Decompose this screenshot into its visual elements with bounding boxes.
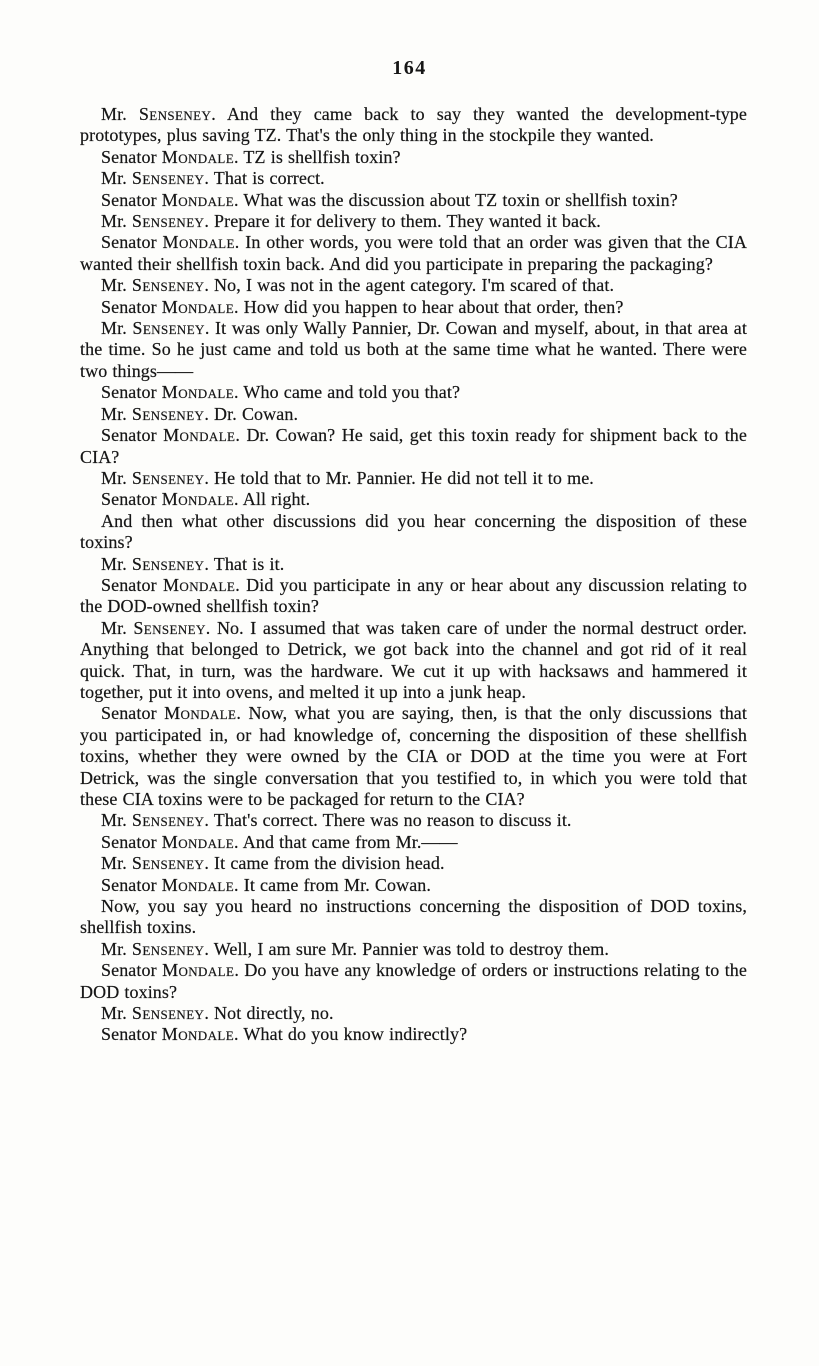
transcript-paragraph: Senator Mondale. In other words, you were told that an order was given that the CIA wanted their shellfish toxin back. And did you participate in preparing the packaging?	[80, 232, 747, 274]
transcript-paragraph: Senator Mondale. What was the discussion about TZ toxin or shellfish toxin?	[101, 189, 678, 210]
transcript-paragraph: Mr. Senseney. It came from the division head.	[101, 853, 445, 874]
speaker-label: Mr. Senseney.	[101, 104, 227, 124]
transcript-paragraph: Mr. Senseney. Not directly, no.	[101, 1003, 334, 1024]
transcript-paragraph: Senator Mondale. Dr. Cowan? He said, get this toxin ready for shipment back to the CIA?	[80, 425, 747, 467]
speaker-label: Senator Mondale.	[101, 703, 249, 724]
transcript-paragraph: Mr. Senseney. That is it.	[101, 553, 285, 574]
transcript-paragraph: Senator Mondale. How did you happen to hear about that order, then?	[101, 296, 624, 317]
speaker-label: Mr. Senseney.	[101, 403, 215, 424]
transcript-paragraph: Mr. Senseney. Prepare it for delivery to them. They wanted it back.	[101, 211, 601, 232]
transcript-paragraph: Senator Mondale. And that came from Mr.——	[101, 831, 458, 852]
transcript-paragraph: Senator Mondale. It came from Mr. Cowan.	[101, 874, 432, 895]
speaker-label: Senator Mondale.	[101, 874, 244, 895]
speaker-label: Mr. Senseney.	[101, 275, 215, 296]
speaker-label: Senator Mondale.	[101, 1024, 244, 1045]
speaker-label: Mr. Senseney.	[101, 1003, 215, 1024]
speaker-label: Senator Mondale.	[101, 146, 244, 167]
page-number: 164	[392, 57, 427, 79]
speaker-label: Senator Mondale.	[101, 960, 245, 981]
speaker-label: Mr. Senseney.	[101, 211, 215, 232]
transcript-paragraph: Mr. Senseney. And they came back to say they wanted the development-type prototypes, plus saving TZ. That's the only thing in the stockpile they wanted.	[80, 104, 747, 146]
speaker-label: Senator Mondale.	[101, 425, 247, 446]
speaker-label: Senator Mondale.	[101, 831, 243, 852]
transcript-paragraph: Senator Mondale. All right.	[101, 489, 311, 510]
transcript-paragraph: Mr. Senseney. No, I was not in the agent category. I'm scared of that.	[101, 275, 615, 296]
transcript-paragraph: Mr. Senseney. That is correct.	[101, 168, 325, 189]
speaker-label: Mr. Senseney.	[101, 168, 214, 189]
speaker-label: Mr. Senseney.	[101, 853, 215, 874]
speaker-label: Senator Mondale.	[101, 574, 247, 595]
speaker-label: Senator Mondale.	[101, 489, 243, 510]
speaker-label: Senator Mondale.	[101, 382, 244, 403]
transcript-paragraph: Senator Mondale. Now, what you are saying, then, is that the only discussions that you participated in, or had knowledge of, concerning the disposition of these shellfish toxins, whether they were owned by the CIA or DOD at the time you were at Fort Detrick, was the single conversation that you testified to, in which you were told that these CIA toxins were to be packaged for return to the CIA?	[80, 703, 747, 809]
speaker-label: Mr. Senseney.	[101, 810, 214, 831]
transcript-paragraph: Senator Mondale. Did you participate in any or hear about any discussion relating to the DOD-owned shellfish toxin?	[80, 574, 747, 617]
transcript-paragraph: Senator Mondale. What do you know indirectly?	[101, 1024, 468, 1045]
transcript-paragraph: And then what other discussions did you hear concerning the disposition of these toxins?	[80, 510, 747, 553]
transcript-paragraph: Mr. Senseney. He told that to Mr. Pannier. He did not tell it to me.	[101, 467, 594, 488]
transcript-paragraph: Mr. Senseney. It was only Wally Pannier, Dr. Cowan and myself, about, in that area at the time. So he just came and told us both at the same time what he wanted. There were two things——	[80, 318, 747, 381]
speaker-label: Mr. Senseney.	[101, 467, 215, 488]
transcript-paragraph: Mr. Senseney. That's correct. There was no reason to discuss it.	[101, 810, 572, 831]
transcript-paragraph: Now, you say you heard no instructions concerning the disposition of DOD toxins, shellfish toxins.	[80, 896, 747, 938]
speaker-label: Mr. Senseney.	[101, 938, 214, 959]
transcript-paragraph: Senator Mondale. Do you have any knowledge of orders or instructions relating to the DOD toxins?	[80, 960, 747, 1002]
speaker-label: Senator Mondale.	[101, 296, 244, 317]
speaker-label: Mr. Senseney.	[101, 553, 214, 574]
transcript-paragraph: Senator Mondale. TZ is shellfish toxin?	[101, 146, 401, 167]
transcript-paragraph: Senator Mondale. Who came and told you that?	[101, 382, 461, 403]
transcript-paragraph: Mr. Senseney. Well, I am sure Mr. Pannier was told to destroy them.	[101, 938, 609, 959]
transcript-body	[80, 104, 747, 1046]
speaker-label: Mr. Senseney.	[101, 617, 217, 638]
transcript-paragraph: Mr. Senseney. Dr. Cowan.	[101, 403, 299, 424]
speaker-label: Senator Mondale.	[101, 232, 246, 253]
speaker-label: Senator Mondale.	[101, 189, 244, 210]
transcript-paragraph: Mr. Senseney. No. I assumed that was taken care of under the normal destruct order. Anything that belonged to Detrick, we got back into the channel and got rid of it real quick. That, in turn, was the hardware. We cut it up with hacksaws and hammered it together, put it into ovens, and melted it up into a junk heap.	[80, 617, 748, 702]
speaker-label: Mr. Senseney.	[101, 318, 216, 339]
